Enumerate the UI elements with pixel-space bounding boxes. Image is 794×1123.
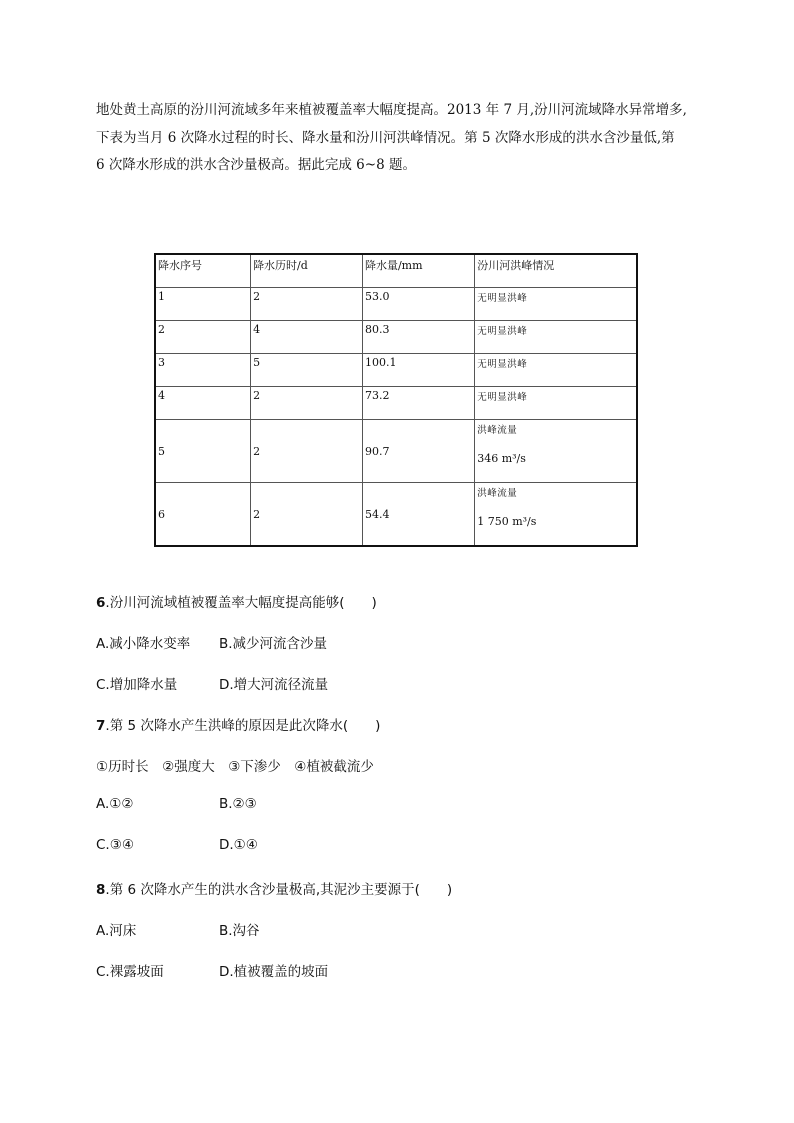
option-b[interactable]: B.②③: [219, 796, 257, 812]
table-header: 汾川河洪峰情况: [475, 254, 637, 288]
table-cell: 5: [155, 420, 251, 483]
table-cell: [475, 288, 637, 321]
table-cell: 54.4: [362, 483, 474, 547]
table-cell: 80.3: [362, 321, 474, 354]
question-text: .第 6 次降水产生的洪水含沙量极高,其泥沙主要源于( ): [105, 882, 453, 898]
table-cell: [475, 387, 637, 420]
table-cell: 3: [155, 354, 251, 387]
peak-label: 无明显洪峰: [477, 359, 528, 370]
intro-line: 下表为当月 6 次降水过程的时长、降水量和汾川河洪峰情况。第 5 次降水形成的洪水含沙量低,第: [96, 129, 675, 146]
question-number: 7: [96, 718, 106, 734]
peak-label: 洪峰流量: [477, 488, 518, 499]
table-header: 降水序号: [155, 254, 251, 288]
table-cell: 2: [251, 483, 363, 547]
option-d[interactable]: D.植被覆盖的坡面: [219, 964, 329, 980]
table-cell: 5: [251, 354, 363, 387]
option-a[interactable]: A.①②: [96, 796, 134, 812]
question-number: 8: [96, 882, 106, 898]
table-row: [155, 288, 637, 321]
table-cell: 4: [155, 387, 251, 420]
peak-label: 洪峰流量: [477, 425, 518, 436]
table-cell: [475, 420, 637, 483]
peak-label: 无明显洪峰: [477, 293, 528, 304]
question-6: [96, 591, 377, 611]
question-items: ①历时长 ②强度大 ③下渗少 ④植被截流少: [96, 759, 374, 775]
table-row: [155, 483, 637, 547]
option-c[interactable]: C.裸露坡面: [96, 964, 164, 980]
question-8: [96, 878, 452, 898]
question-number: 6: [96, 595, 106, 611]
table-cell: 53.0: [362, 288, 474, 321]
table-row: [155, 354, 637, 387]
option-b[interactable]: B.沟谷: [219, 923, 260, 939]
table-cell: 2: [155, 321, 251, 354]
rainfall-table: [154, 253, 638, 547]
question-text: .汾川河流域植被覆盖率大幅度提高能够( ): [105, 595, 377, 611]
peak-flow: 346 m³/s: [477, 452, 526, 465]
table-cell: [475, 321, 637, 354]
question-text: .第 5 次降水产生洪峰的原因是此次降水( ): [105, 718, 381, 734]
table-cell: 2: [251, 420, 363, 483]
table-cell: [475, 483, 637, 547]
peak-label: 无明显洪峰: [477, 326, 528, 337]
intro-line: 地处黄土高原的汾川河流域多年来植被覆盖率大幅度提高。2013 年 7 月,汾川河流域降水异常增多,: [96, 102, 687, 118]
table-cell: 2: [251, 288, 363, 321]
intro-line: 6 次降水形成的洪水含沙量极高。据此完成 6~8 题。: [96, 157, 416, 173]
table-row: [155, 387, 637, 420]
table-cell: 4: [251, 321, 363, 354]
table-cell: 1: [155, 288, 251, 321]
table-header: 降水历时/d: [251, 254, 363, 288]
option-a[interactable]: A.河床: [96, 923, 137, 939]
table-cell: 73.2: [362, 387, 474, 420]
option-d[interactable]: D.增大河流径流量: [219, 677, 329, 693]
table-row: [155, 420, 637, 483]
table-cell: 100.1: [362, 354, 474, 387]
option-c[interactable]: C.③④: [96, 837, 134, 853]
intro-paragraph: [96, 97, 716, 180]
table-header: 降水量/mm: [362, 254, 474, 288]
table-header-row: [155, 254, 637, 288]
option-c[interactable]: C.增加降水量: [96, 677, 178, 693]
option-a[interactable]: A.减小降水变率: [96, 636, 191, 652]
table-cell: [475, 354, 637, 387]
table-cell: 6: [155, 483, 251, 547]
peak-label: 无明显洪峰: [477, 392, 528, 403]
table-cell: 90.7: [362, 420, 474, 483]
table-cell: 2: [251, 387, 363, 420]
option-b[interactable]: B.减少河流含沙量: [219, 636, 328, 652]
question-7: [96, 714, 380, 734]
peak-flow: 1 750 m³/s: [477, 515, 537, 528]
option-d[interactable]: D.①④: [219, 837, 258, 853]
table-row: [155, 321, 637, 354]
